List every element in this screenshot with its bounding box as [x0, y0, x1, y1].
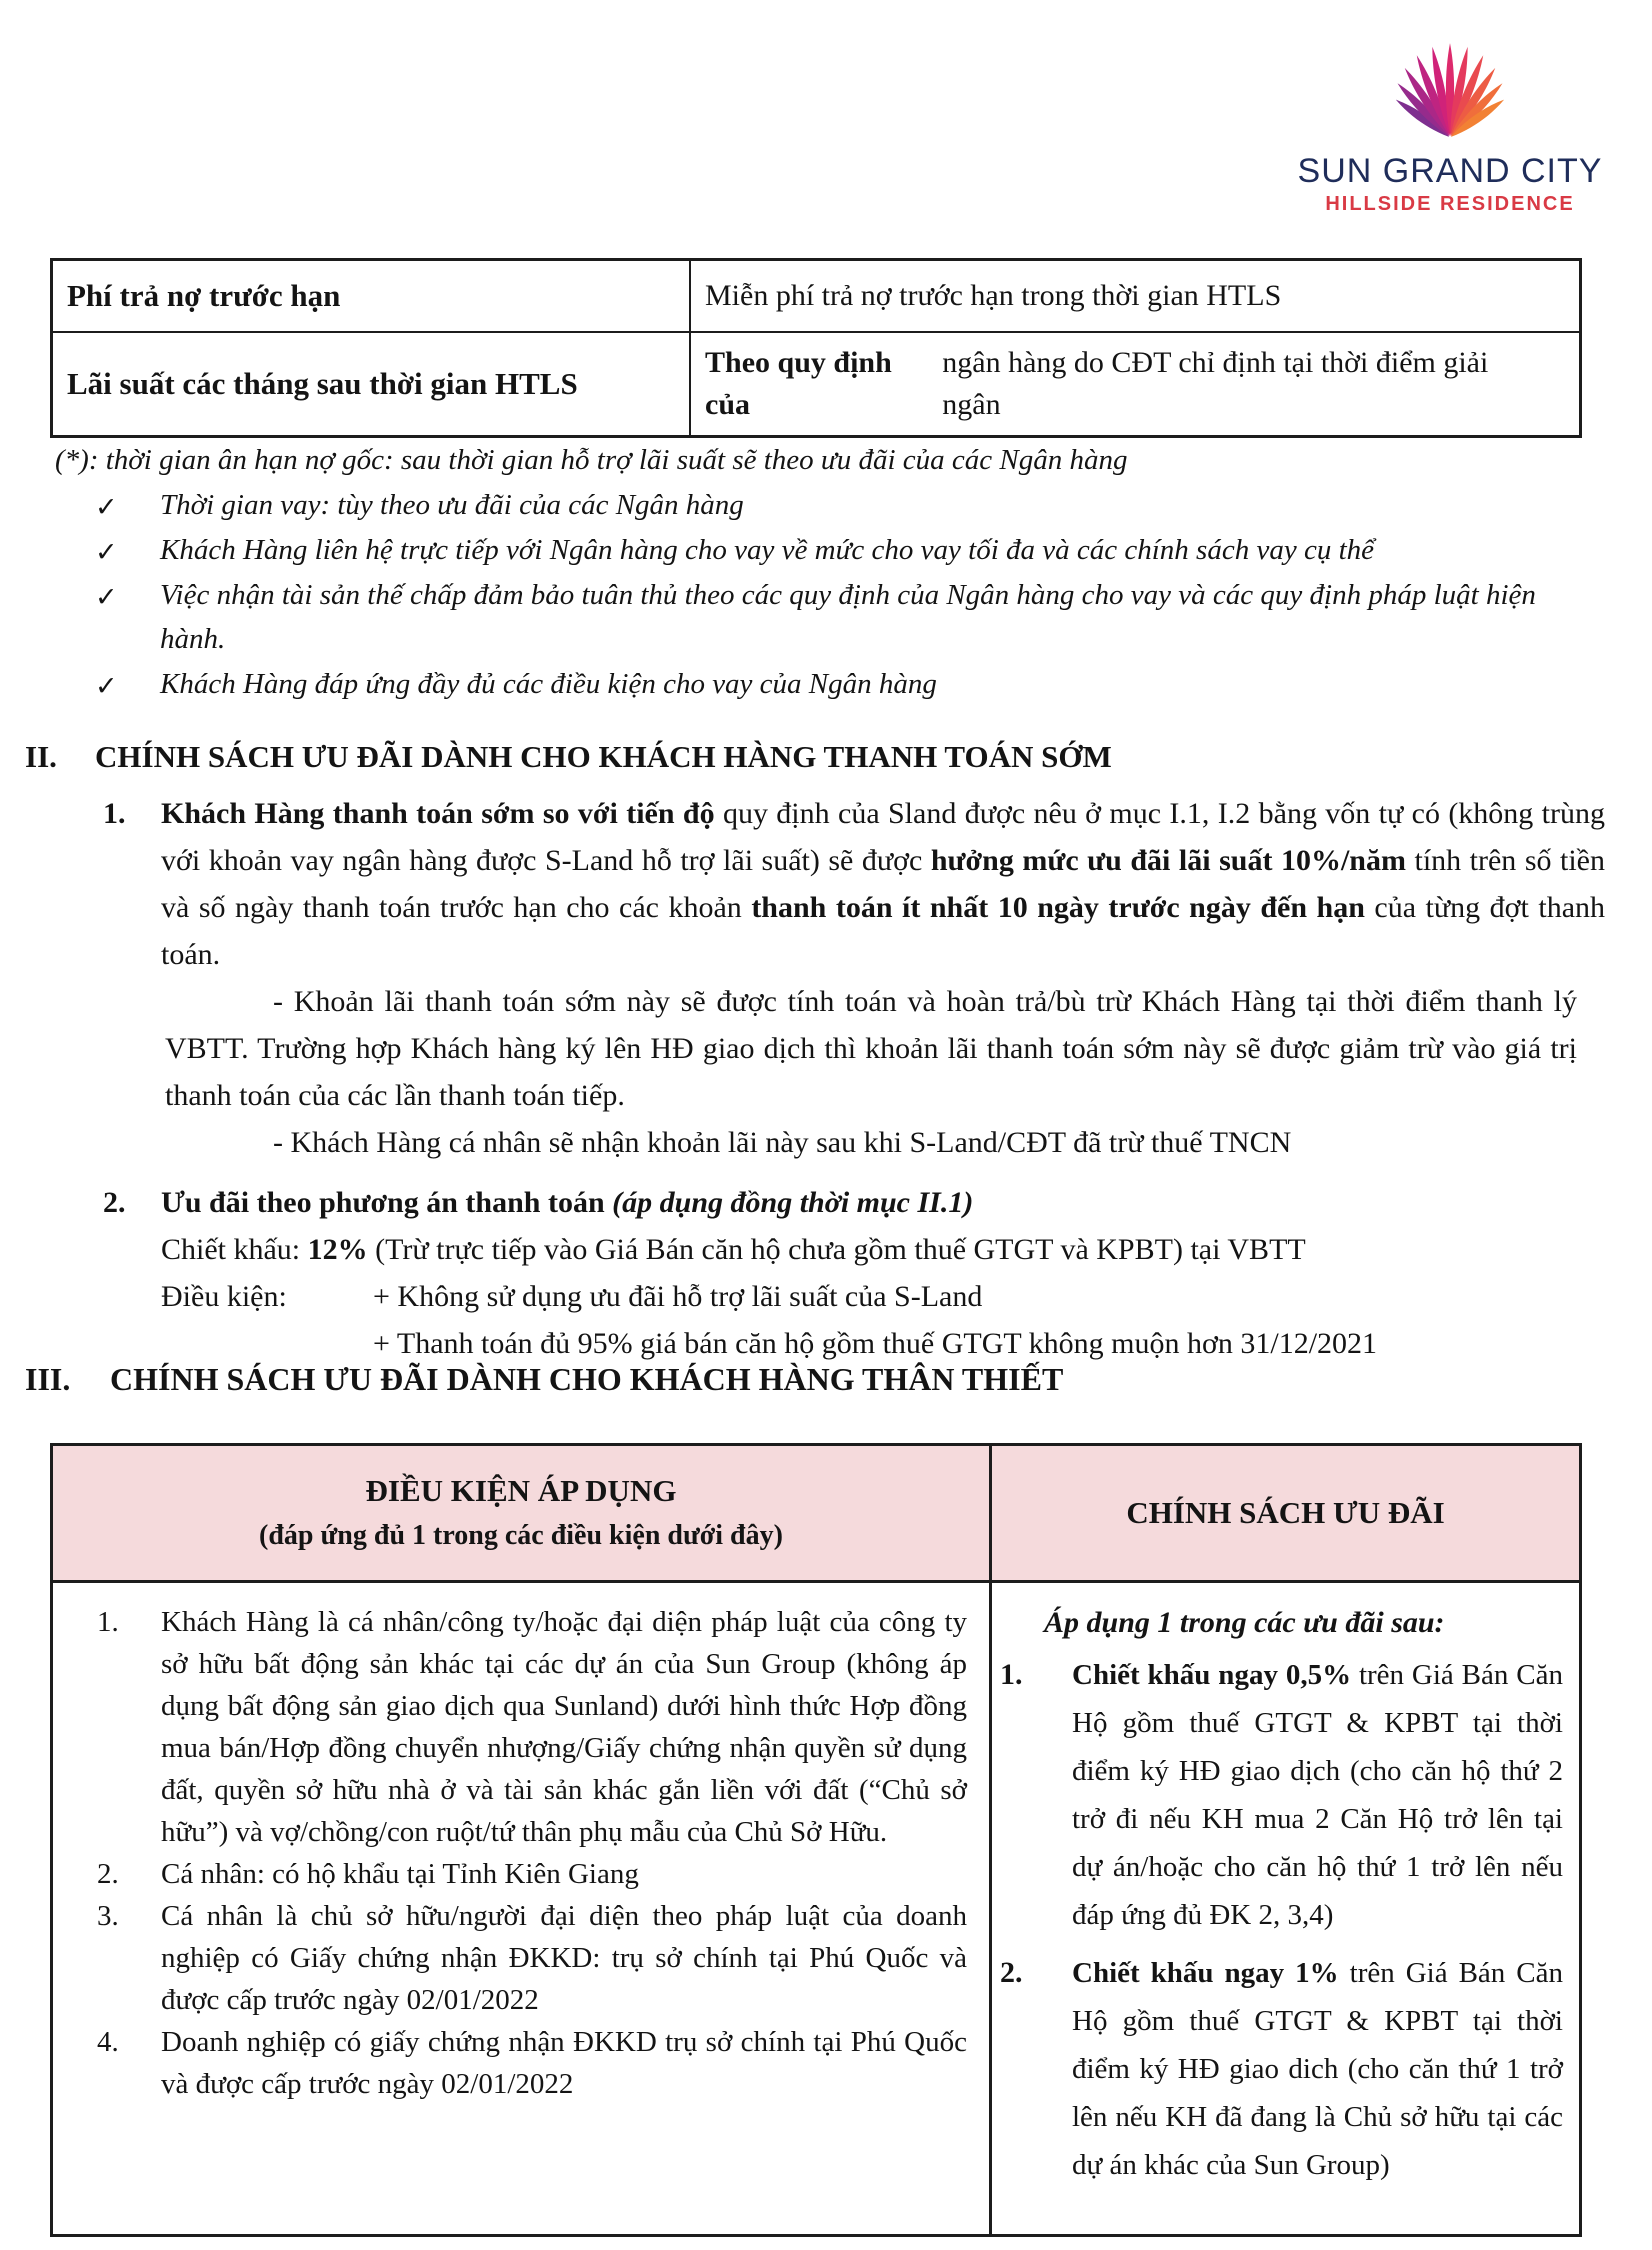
item-text: Chiết khấu ngay 1% trên Giá Bán Căn Hộ gồm thuế GTGT & KPBT tại thời điểm ký HĐ giao dich (cho căn thứ 1 trở lên nếu KH đã đang là Chủ sở hữu tại các dự án khác của Sun Group) — [1072, 1957, 1564, 2181]
table-row — [53, 1601, 967, 1853]
check-icon: ✓ — [95, 671, 118, 701]
item-text: Khách Hàng là cá nhân/công ty/hoặc đại diện pháp luật của công ty sở hữu bất động sản khác tại các dự án của Sun Group (không áp dụng bất động sản giao dịch qua Sunland) dưới hình thức Hợp đồng mua bán/Hợp đồng chuyển nhượng/Giấy chứng nhận quyền sử dụng đất, quyền sở hữu nhà ở và tài sản khác gắn liền với đất (“Chủ sở hữu”) và vợ/chồng/con ruột/tứ thân phụ mẫu của Chủ Sở Hữu. — [161, 1606, 967, 1848]
brand-logo — [1280, 28, 1620, 216]
item-number: 1. — [97, 1606, 119, 1638]
numbered-item — [25, 790, 1625, 978]
item-text: Ưu đãi theo phương án thanh toán (áp dụng đồng thời mục II.1) — [161, 1186, 974, 1219]
table-cell-value: Miễn phí trả nợ trước hạn trong thời gian HTLS — [689, 261, 1579, 331]
sun-fan-icon — [1395, 28, 1505, 146]
check-icon: ✓ — [95, 492, 118, 522]
dash-paragraph: - Khách Hàng cá nhân sẽ nhận khoản lãi này sau khi S-Land/CĐT đã trừ thuế TNCN — [273, 1126, 1292, 1159]
table-cell-value: Theo quy định của ngân hàng do CĐT chỉ định tại thời điểm giải ngân — [689, 331, 1579, 435]
offers-intro: Áp dụng 1 trong các ưu đãi sau: — [1044, 1606, 1445, 1639]
item-text: Khách Hàng thanh toán sớm so với tiến độ quy định của Sland được nêu ở mục I.1, I.2 bằng vốn tự có (không trùng với khoản vay ngân hàng được S-Land hỗ trợ lãi suất) sẽ được hưởng mức ưu đãi lãi suất 10%/năm tính trên số tiền và số ngày thanh toán trước hạn cho các khoản thanh toán ít nhất 10 ngày trước ngày đến hạn của từng đợt thanh toán. — [161, 797, 1606, 971]
table-row — [998, 1651, 1563, 1939]
item-text: Cá nhân: có hộ khẩu tại Tỉnh Kiên Giang — [161, 1858, 639, 1890]
list-item — [95, 573, 1565, 661]
section-number: II. — [25, 739, 57, 774]
loyalty-policy-table — [50, 1443, 1582, 2237]
table-row — [53, 1895, 967, 2021]
table-cell-label: Phí trả nợ trước hạn — [67, 278, 341, 313]
item-text: Chiết khấu ngay 0,5% trên Giá Bán Căn Hộ gồm thuế GTGT & KPBT tại thời điểm ký HĐ giao dịch (cho căn hộ thứ 2 trở đi nếu KH mua 2 Căn Hộ trở lên tại dự án/hoặc cho căn hộ thứ 1 trở lên nếu đáp ứng đủ ĐK 2, 3,4) — [1072, 1659, 1564, 1931]
table-body-right — [989, 1580, 1579, 2234]
table-row — [998, 1949, 1563, 2189]
section-ii-heading — [25, 737, 1625, 777]
section-title: CHÍNH SÁCH ƯU ĐÃI DÀNH CHO KHÁCH HÀNG THÂN THIẾT — [110, 1361, 1064, 1397]
item-number: 2. — [1000, 1956, 1023, 1989]
check-icon: ✓ — [95, 582, 118, 612]
item-number: 1. — [103, 797, 126, 830]
list-item-text: Việc nhận tài sản thế chấp đảm bảo tuân thủ theo các quy định của Ngân hàng cho vay và các quy định pháp luật hiện hành. — [160, 579, 1536, 655]
table-body-left — [53, 1580, 989, 2234]
section-ii — [25, 737, 1625, 1367]
item-number: 3. — [97, 1900, 119, 1932]
list-item — [95, 528, 1565, 572]
section-iii-heading — [25, 1358, 1063, 1400]
item-text: Doanh nghiệp có giấy chứng nhận ĐKKD trụ sở chính tại Phú Quốc và được cấp trước ngày 02/01/2022 — [161, 2026, 967, 2100]
list-item-text: Thời gian vay: tùy theo ưu đãi của các Ngân hàng — [160, 489, 744, 521]
item-number: 1. — [1000, 1658, 1023, 1691]
header-line: (đáp ứng đủ 1 trong các điều kiện dưới đây) — [259, 1520, 783, 1551]
item-number: 2. — [103, 1186, 126, 1219]
conditions-row — [161, 1273, 1625, 1367]
logo-title: SUN GRAND CITY — [1297, 152, 1603, 190]
discount-line: Chiết khấu: 12% (Trừ trực tiếp vào Giá Bán căn hộ chưa gồm thuế GTGT và KPBT) tại VBTT — [161, 1233, 1306, 1266]
check-icon: ✓ — [95, 537, 118, 567]
logo-subtitle: HILLSIDE RESIDENCE — [1325, 193, 1575, 215]
table-row — [53, 1853, 967, 1895]
section-number: III. — [25, 1361, 71, 1397]
table-header-left — [53, 1446, 989, 1580]
list-item-text: Khách Hàng đáp ứng đầy đủ các điều kiện cho vay của Ngân hàng — [160, 668, 937, 700]
dash-paragraph: - Khoản lãi thanh toán sớm này sẽ được tính toán và hoàn trả/bù trừ Khách Hàng tại thời điểm thanh lý VBTT. Trường hợp Khách hàng ký lên HĐ giao dịch thì khoản lãi thanh toán sớm này sẽ được giảm trừ vào giá trị thanh toán của các lần thanh toán tiếp. — [165, 985, 1577, 1112]
list-item-text: Khách Hàng liên hệ trực tiếp với Ngân hàng cho vay về mức cho vay tối đa và các chính sách vay cụ thể — [160, 534, 1374, 566]
item-number: 2. — [97, 1858, 119, 1890]
item-number: 4. — [97, 2026, 119, 2058]
condition-item: + Thanh toán đủ 95% giá bán căn hộ gồm thuế GTGT không muộn hơn 31/12/2021 — [373, 1327, 1378, 1360]
conditions-checklist — [95, 483, 1565, 707]
table-header-right — [989, 1446, 1579, 1580]
condition-item: + Không sử dụng ưu đãi hỗ trợ lãi suất của S-Land — [373, 1280, 983, 1313]
header-line: ĐIỀU KIỆN ÁP DỤNG — [365, 1473, 677, 1508]
footnote: (*): thời gian ân hạn nợ gốc: sau thời gian hỗ trợ lãi suất sẽ theo ưu đãi của các Ngân hàng — [55, 444, 1128, 476]
section-title: CHÍNH SÁCH ƯU ĐÃI DÀNH CHO KHÁCH HÀNG THANH TOÁN SỚM — [95, 739, 1112, 774]
condition-label: Điều kiện: — [161, 1280, 287, 1313]
loan-terms-table — [50, 258, 1582, 438]
condition-list — [373, 1273, 1377, 1367]
table-cell-label: Lãi suất các tháng sau thời gian HTLS — [53, 331, 689, 435]
table-row — [53, 2021, 967, 2105]
header-line: CHÍNH SÁCH ƯU ĐÃI — [1126, 1495, 1445, 1530]
list-item — [95, 662, 1565, 706]
item-text: Cá nhân là chủ sở hữu/người đại diện theo pháp luật của doanh nghiệp có Giấy chứng nhận ĐKKD: trụ sở chính tại Phú Quốc và được cấp trước ngày 02/01/2022 — [161, 1900, 967, 2016]
list-item — [95, 483, 1565, 527]
numbered-item — [25, 1179, 1625, 1226]
